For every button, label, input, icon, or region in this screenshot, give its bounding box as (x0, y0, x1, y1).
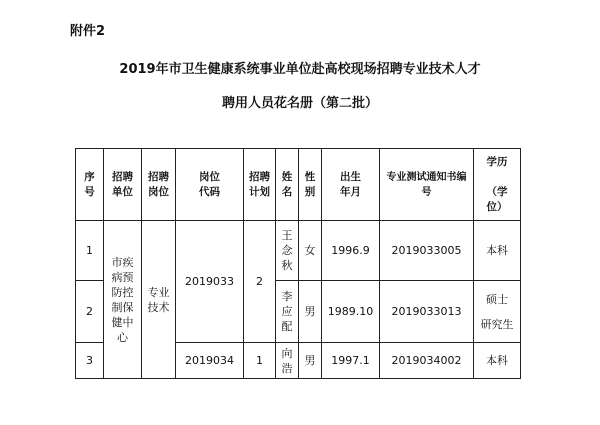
cell-birth: 1989.10 (322, 281, 380, 343)
cell-education-degree: 硕士 (486, 292, 508, 306)
cell-gender: 女 (299, 221, 322, 281)
cell-name: 李应配 (276, 281, 299, 343)
cell-seq: 2 (76, 281, 104, 343)
cell-name: 向浩 (276, 343, 299, 379)
document-subtitle: 聘用人员花名册（第二批） (221, 96, 378, 111)
cell-code: 2019034 (176, 343, 244, 379)
header-notice-number: 专业测试通知书编号 (380, 149, 474, 221)
document-title: 2019年市卫生健康系统事业单位赴高校现场招聘专业技术人才 (119, 62, 481, 77)
cell-education-level: 研究生 (480, 317, 514, 331)
cell-education: 本科 (474, 343, 521, 379)
table-row (76, 221, 521, 281)
cell-birth: 1996.9 (322, 221, 380, 281)
header-gender: 性别 (299, 149, 322, 221)
cell-education: 本科 (474, 221, 521, 281)
roster-table (75, 148, 521, 379)
cell-name: 王念秋 (276, 221, 299, 281)
header-birth: 出生年月 (322, 149, 380, 221)
header-education-degree: （学位） (486, 185, 508, 213)
cell-code: 2019033 (176, 221, 244, 343)
cell-unit: 市疾病预防控制保健中心 (104, 221, 142, 379)
header-unit: 招聘单位 (104, 149, 142, 221)
header-code: 岗位代码 (176, 149, 244, 221)
header-post: 招聘岗位 (142, 149, 176, 221)
cell-notice-number: 2019033013 (380, 281, 474, 343)
header-row (76, 149, 521, 221)
cell-plan: 2 (244, 221, 276, 343)
header-education (474, 149, 521, 221)
cell-gender: 男 (299, 343, 322, 379)
header-seq: 序号 (76, 149, 104, 221)
cell-seq: 3 (76, 343, 104, 379)
cell-plan: 1 (244, 343, 276, 379)
cell-birth: 1997.1 (322, 343, 380, 379)
cell-post: 专业技术 (142, 221, 176, 379)
attachment-label: 附件2 (70, 24, 106, 39)
header-name: 姓名 (276, 149, 299, 221)
header-plan: 招聘计划 (244, 149, 276, 221)
cell-education (474, 281, 521, 343)
cell-notice-number: 2019034002 (380, 343, 474, 379)
cell-notice-number: 2019033005 (380, 221, 474, 281)
cell-seq: 1 (76, 221, 104, 281)
header-education-main: 学历 (486, 155, 508, 168)
cell-gender: 男 (299, 281, 322, 343)
